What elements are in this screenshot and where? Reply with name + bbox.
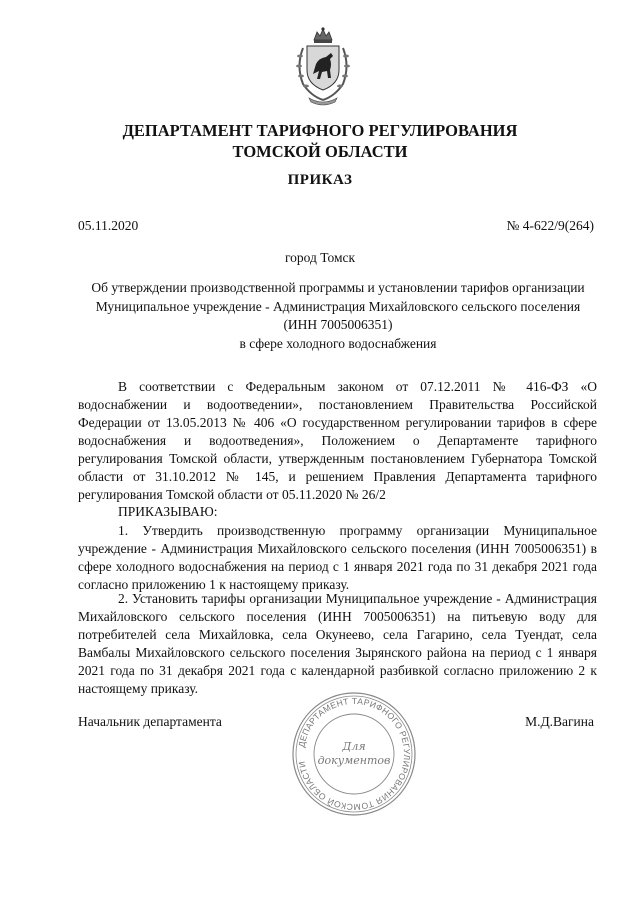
preamble-paragraph: В соответствии с Федеральным законом от 07.12.2011 № 416-ФЗ «О водоснабжении и водоотведении», постановлением Правительства Российской Федерации от 13.05.2013 № 406 «О государственном регулировании тарифов в сфере водоснабжения и водоотведения», Положением о Департаменте тарифного регулирования Томской области, утвержденным постановлением Губернатора Томской области от 31.10.2012 № 145, и решением Правления Департамента тарифного регулирования Томской области от 05.11.2020 № 26/2 bbox=[78, 379, 597, 502]
stamp-center-text-2: документов bbox=[317, 754, 391, 767]
document-number: № 4-622/9(264) bbox=[506, 218, 594, 233]
org-name-line2: ТОМСКОЙ ОБЛАСТИ bbox=[232, 142, 408, 161]
stamp-center-text-1: Для bbox=[342, 740, 366, 753]
subject-line: (ИНН 7005006351) bbox=[283, 317, 393, 332]
subject-line: Об утверждении производственной программы и установлении тарифов организации bbox=[91, 280, 585, 295]
subject-line: в сфере холодного водоснабжения bbox=[239, 335, 437, 351]
order-word: ПРИКАЗЫВАЮ: bbox=[118, 504, 218, 519]
stamp-ring-text: ДЕПАРТАМЕНТ ТАРИФНОГО РЕГУЛИРОВАНИЯ ТОМСКОЙ ОБЛАСТИ bbox=[296, 695, 413, 813]
order-item-2: 2. Установить тарифы организации Муниципальное учреждение - Администрация Михайловского сельского поселения (ИНН 7005006351) на питьевую воду для потребителей села Михайловка, села Окунеево, села Гагарино, села Туендат, села Вамбалы Михайловского сельского поселения Зырянского района на период с 1 января 2021 года по 31 декабря 2021 года с календарной разбивкой согласно приложению 2 к настоящему приказу. bbox=[78, 591, 597, 696]
document-date: 05.11.2020 bbox=[78, 218, 139, 233]
document-type: ПРИКАЗ bbox=[287, 172, 353, 188]
document-city: город Томск bbox=[284, 250, 356, 265]
signatory-position: Начальник департамента bbox=[78, 714, 222, 729]
subject-line: Муниципальное учреждение - Администрация Михайловского сельского поселения bbox=[95, 298, 581, 314]
org-name-line1: ДЕПАРТАМЕНТ ТАРИФНОГО РЕГУЛИРОВАНИЯ bbox=[122, 121, 518, 140]
official-stamp bbox=[290, 690, 418, 818]
coat-of-arms-icon bbox=[293, 26, 353, 108]
signatory-name: М.Д.Вагина bbox=[525, 714, 594, 729]
document-subject bbox=[74, 279, 602, 353]
order-item-1: 1. Утвердить производственную программу организации Муниципальное учреждение - Администрация Михайловского сельского поселения (ИНН 7005006351) в сфере холодного водоснабжения на период с 1 января 2021 года по 31 декабря 2021 года согласно приложению 1 к настоящему приказу. bbox=[78, 523, 597, 592]
